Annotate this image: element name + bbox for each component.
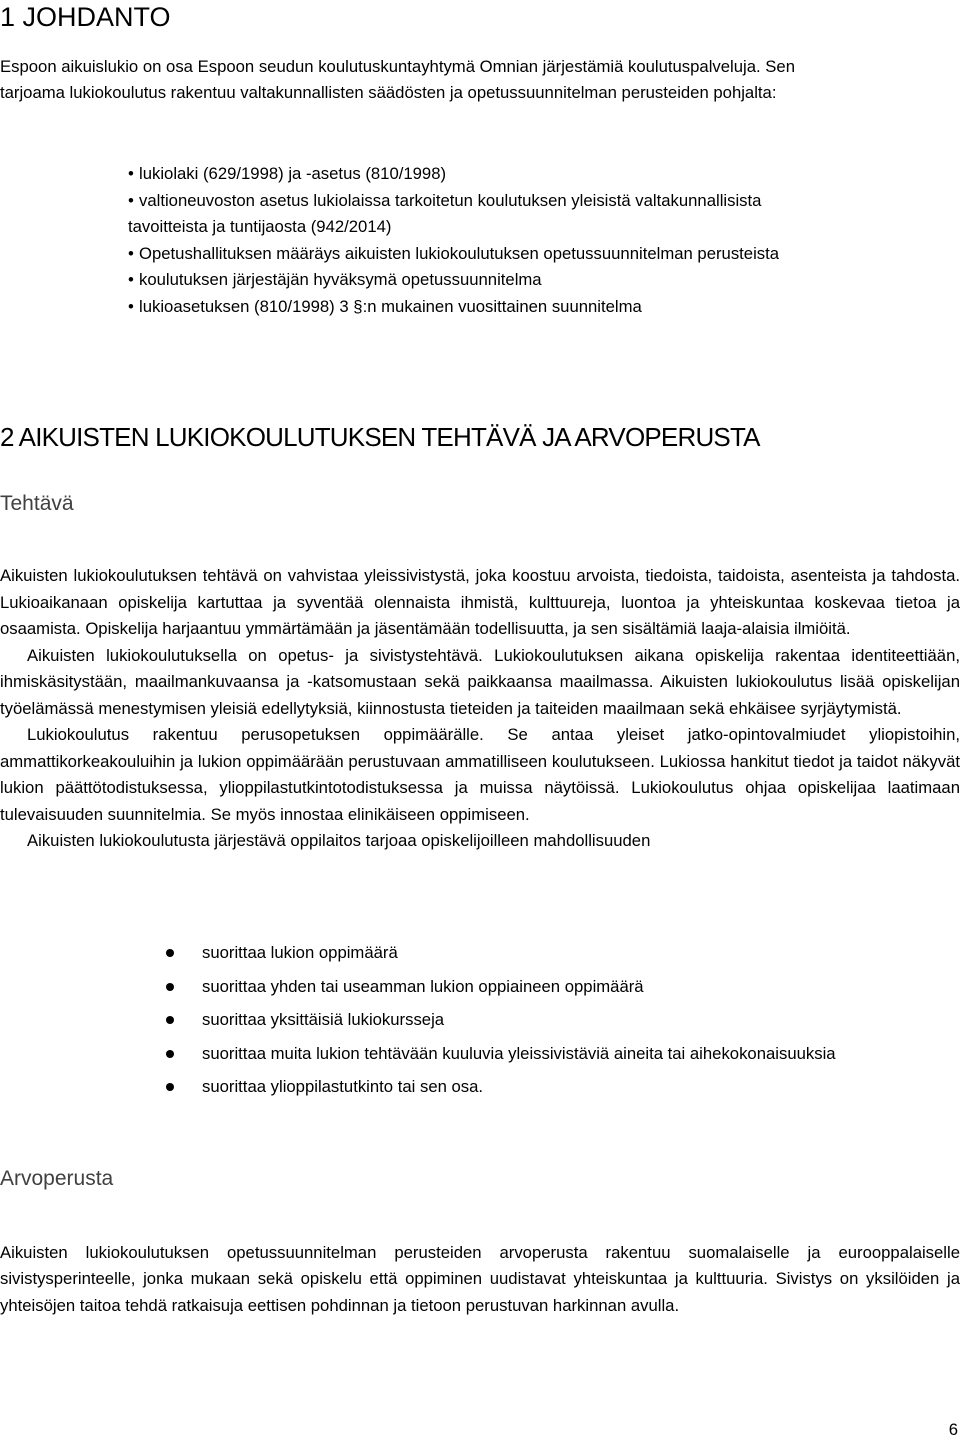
intro-paragraph: [0, 54, 960, 106]
bullet-icon: •: [128, 190, 134, 210]
tehtava-body: [0, 563, 960, 855]
tehtava-paragraph-1: Aikuisten lukiokoulutuksen tehtävä on vahvistaa yleissivistystä, joka koostuu arvoista, tiedoista, taidoista, asenteista ja tahdosta. Lukioaikanaan opiskelija kartuttaa ja syventää olennaista ihmistä, kulttuureja, luontoa ja yhteiskuntaa koskevaa tietoa ja osaamista. Opiskelija harjaantuu ymmärtämään ja jäsentämään todellisuutta, ja sen sisältämiä laaja-alaisia ilmiöitä.: [0, 566, 960, 638]
tehtava-paragraph-4: Aikuisten lukiokoulutusta järjestävä oppilaitos tarjoaa opiskelijoilleen mahdollisuuden: [27, 831, 651, 850]
legal-basis-list: [128, 161, 960, 320]
intro-line-2: tarjoama lukiokoulutus rakentuu valtakunnallisten säädösten ja opetussuunnitelman perusteiden pohjalta:: [0, 83, 777, 102]
list-item: • lukioasetuksen (810/1998) 3 §:n mukainen vuosittainen suunnitelma: [128, 294, 960, 321]
list-item: • Opetushallituksen määräys aikuisten lukiokoulutuksen opetussuunnitelman perusteista: [128, 241, 960, 268]
bullet-icon: •: [128, 296, 134, 316]
intro-line-1: Espoon aikuislukio on osa Espoon seudun koulutuskuntayhtymä Omnian järjestämiä koulutuspalveluja. Sen: [0, 57, 795, 76]
list-item: suorittaa lukion oppimäärä: [166, 940, 960, 967]
list-item: suorittaa muita lukion tehtävään kuuluvia yleissivistäviä aineita tai aihekokonaisuuksia: [166, 1041, 960, 1068]
page-number: 6: [948, 1420, 958, 1439]
bullet-icon: •: [128, 243, 134, 263]
section-2-heading: 2 AIKUISTEN LUKIOKOULUTUKSEN TEHTÄVÄ JA ARVOPERUSTA: [0, 422, 760, 452]
tehtava-paragraph-3: Lukiokoulutus rakentuu perusopetuksen oppimäärälle. Se antaa yleiset jatko-opintovalmiudet yliopistoihin, ammattikorkeakouluihin ja lukion oppimäärään perustuvaan ammatilliseen koulutukseen. Lukiossa hankitut tiedot ja taidot näkyvät lukion päättötodistuksessa, ylioppilastutkintotodistuksessa ja muissa näytöissä. Lukiokoulutus ohjaa opiskelijaa laatimaan tulevaisuuden suunnitelmia. Se myös innostaa elinikäiseen oppimiseen.: [0, 725, 960, 824]
list-item: suorittaa ylioppilastutkinto tai sen osa.: [166, 1074, 960, 1101]
section-1-heading: 1 JOHDANTO: [0, 2, 171, 32]
list-item: • lukiolaki (629/1998) ja -asetus (810/1998): [128, 161, 960, 188]
tehtava-subheading: Tehtävä: [0, 492, 74, 515]
list-item: • valtioneuvoston asetus lukiolaissa tarkoitetun koulutuksen yleisistä valtakunnallisista: [128, 188, 960, 215]
list-item-continuation: tavoitteista ja tuntijaosta (942/2014): [128, 217, 392, 236]
list-item: suorittaa yksittäisiä lukiokursseja: [166, 1007, 960, 1034]
study-options-list: [166, 940, 960, 1108]
bullet-icon: •: [128, 164, 134, 183]
arvoperusta-body: [0, 1240, 960, 1319]
arvoperusta-subheading: Arvoperusta: [0, 1167, 114, 1190]
list-item: suorittaa yhden tai useamman lukion oppiaineen oppimäärä: [166, 974, 960, 1001]
bullet-icon: •: [128, 270, 134, 289]
arvoperusta-paragraph-1: Aikuisten lukiokoulutuksen opetussuunnitelman perusteiden arvoperusta rakentuu suomalaiselle ja eurooppalaiselle sivistysperinteelle, jonka mukaan sekä opiskelu että oppiminen uudistavat yhteiskuntaa ja kulttuuria. Sivistys on yksilöiden ja yhteisöjen taitoa tehdä ratkaisuja eettisen pohdinnan ja tietoon perustuvan harkinnan avulla.: [0, 1243, 960, 1315]
tehtava-paragraph-2: Aikuisten lukiokoulutuksella on opetus- ja sivistystehtävä. Lukiokoulutuksen aikana opiskelija rakentaa identiteettiään, ihmiskäsitystään, maailmankuvaansa ja -katsomustaan sekä paikkaansa maailmassa. Aikuisten lukiokoulutus lisää opiskelijan työelämässä menestymisen yleisiä edellytyksiä, kiinnostusta tieteiden ja taiteiden maailmaan sekä ehkäisee syrjäytymistä.: [0, 645, 960, 718]
list-item: • koulutuksen järjestäjän hyväksymä opetussuunnitelma: [128, 267, 960, 294]
